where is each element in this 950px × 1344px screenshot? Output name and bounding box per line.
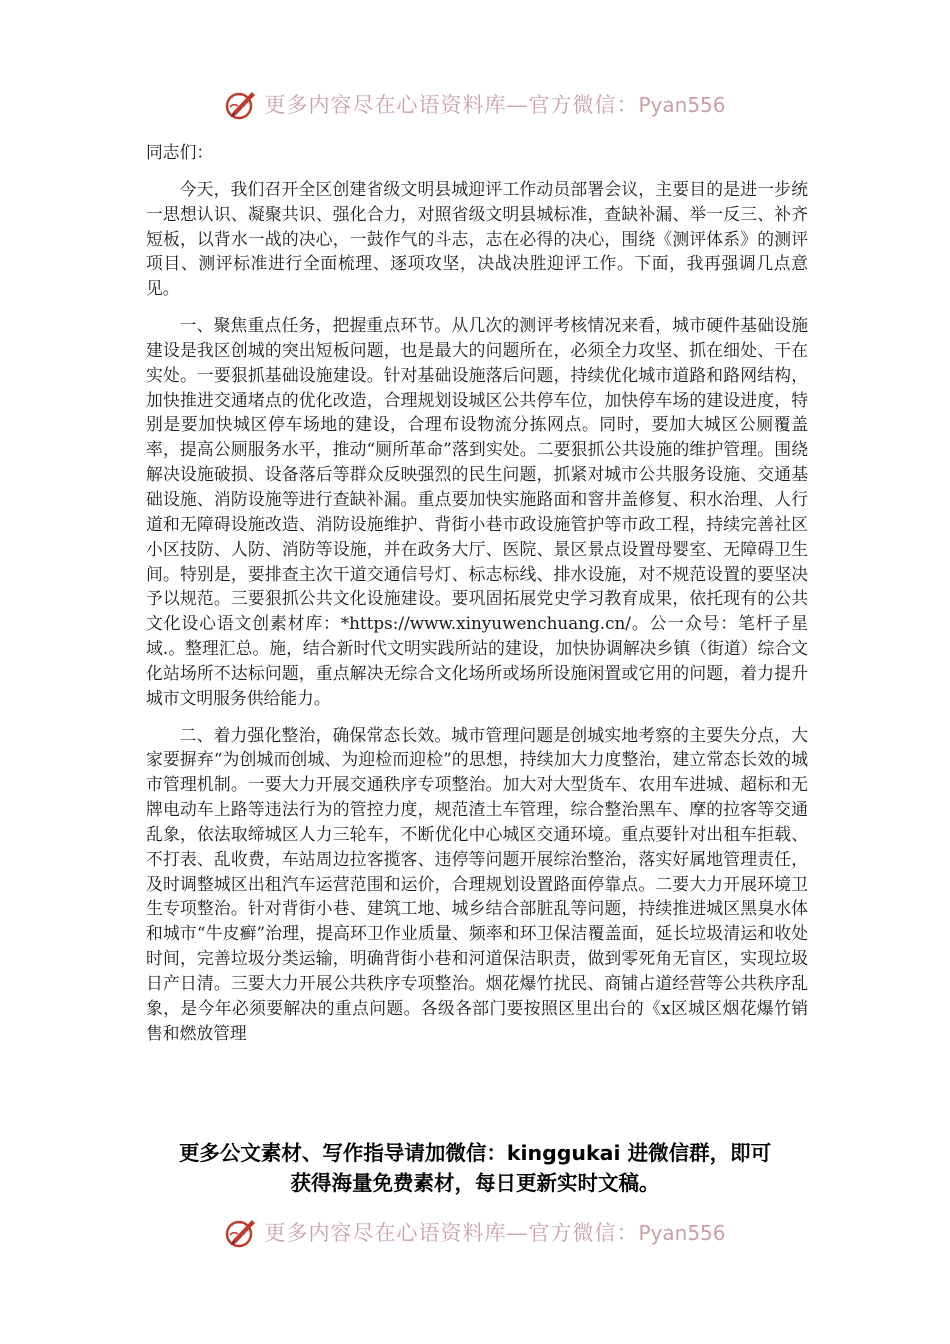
paragraph-section-1: 一、聚焦重点任务，把握重点环节。从几次的测评考核情况来看，城市硬件基础设施建设是我区创城的突出短板问题，也是最大的问题所在，必须全力攻坚、抓在细处、干在实处。一要狠抓基础设施建设。针对基础设施落后问题，持续优化城市道路和路网结构，加快推进交通堵点的优化改造，合理规划设城区公共停车位，加快停车场的建设进度，特别是要加快城区停车场地的建设，合理布设物流分拣网点。同时，要加大城区公厕覆盖率，提高公厕服务水平，推动“厕所革命”落到实处。二要狠抓公共设施的维护管理。围绕解决设施破损、设备落后等群众反映强烈的民生问题，抓紧对城市公共服务设施、交通基础设施、消防设施等进行查缺补漏。重点要加快实施路面和窨井盖修复、积水治理、人行道和无障碍设施改造、消防设施维护、背街小巷市政设施管护等市政工程，持续完善社区小区技防、人防、消防等设施，并在政务大厅、医院、景区景点设置母婴室、无障碍卫生间。特别是，要排查主次干道交通信号灯、标志标线、排水设施，对不规范设置的要坚决予以规范。三要狠抓公共文化设施建设。要巩固拓展党史学习教育成果，依托现有的公共文化设心语文创素材库：*https://www.xinyuwenchuang.cn/。公一众号：笔杆子星域.。整理汇总。施，结合新时代文明实践所站的建设，加快协调解决乡镇（街道）综合文化站场所不达标问题，重点解决无综合文化场所或场所设施闲置或它用的问题，着力提升城市文明服务供给能力。 <box>146 315 808 708</box>
footer-watermark-id: Pyan556 <box>638 1221 726 1245</box>
promo-notice <box>130 1138 820 1198</box>
footer-watermark-text: 更多内容尽在心语资料库—官方微信：Pyan556 <box>264 1221 726 1245</box>
promo-line-2: 获得海量免费素材，每日更新实时文稿。 <box>290 1171 660 1195</box>
salutation: 同志们： <box>146 142 214 162</box>
document-body <box>146 140 808 1120</box>
paragraph-intro: 今天，我们召开全区创建省级文明县城迎评工作动员部署会议，主要目的是进一步统一思想认识、凝聚共识、强化合力，对照省级文明县城标准，查缺补漏、举一反三、补齐短板，以背水一战的决心，一鼓作气的斗志，志在必得的决心，围绕《测评体系》的测评项目、测评标准进行全面梳理、逐项攻坚，决战决胜迎评工作。下面，我再强调几点意见。 <box>146 178 808 299</box>
pen-logo-icon <box>224 87 258 121</box>
header-watermark <box>0 84 950 124</box>
promo-line-1: 更多公文素材、写作指导请加微信：kinggukai 进微信群，即可 <box>178 1141 772 1165</box>
paragraph-section-2: 二、着力强化整治，确保常态长效。城市管理问题是创城实地考察的主要失分点，大家要摒弃“为创城而创城、为迎检而迎检”的思想，持续加大力度整治，建立常态长效的城市管理机制。一要大力开展交通秩序专项整治。加大对大型货车、农用车进城、超标和无牌电动车上路等违法行为的管控力度，规范渣土车管理，综合整治黑车、摩的拉客等交通乱象，依法取缔城区人力三轮车，不断优化中心城区交通环境。重点要针对出租车拒载、不打表、乱收费，车站周边拉客揽客、违停等问题开展综治整治，落实好属地管理责任，及时调整城区出租汽车运营范围和运价，合理规划设置路面停靠点。二要大力开展环境卫生专项整治。针对背街小巷、建筑工地、城乡结合部脏乱等问题，持续推进城区黑臭水体和城市“牛皮癣”治理，提高环卫作业质量、频率和环卫保洁覆盖面，延长垃圾清运和收处时间，完善垃圾分类运输，明确背街小巷和河道保洁职责，做到零死角无盲区，实现垃圾日产日清。三要大力开展公共秩序专项整治。烟花爆竹扰民、商铺占道经营等公共秩序乱象，是今年必须要解决的重点问题。各级各部门要按照区里出台的《x区城区烟花爆竹销售和燃放管理 <box>146 724 808 1043</box>
pen-logo-icon <box>224 1215 258 1249</box>
header-watermark-text: 更多内容尽在心语资料库—官方微信：Pyan556 <box>264 93 726 117</box>
header-watermark-id: Pyan556 <box>638 93 726 117</box>
footer-watermark <box>0 1212 950 1252</box>
